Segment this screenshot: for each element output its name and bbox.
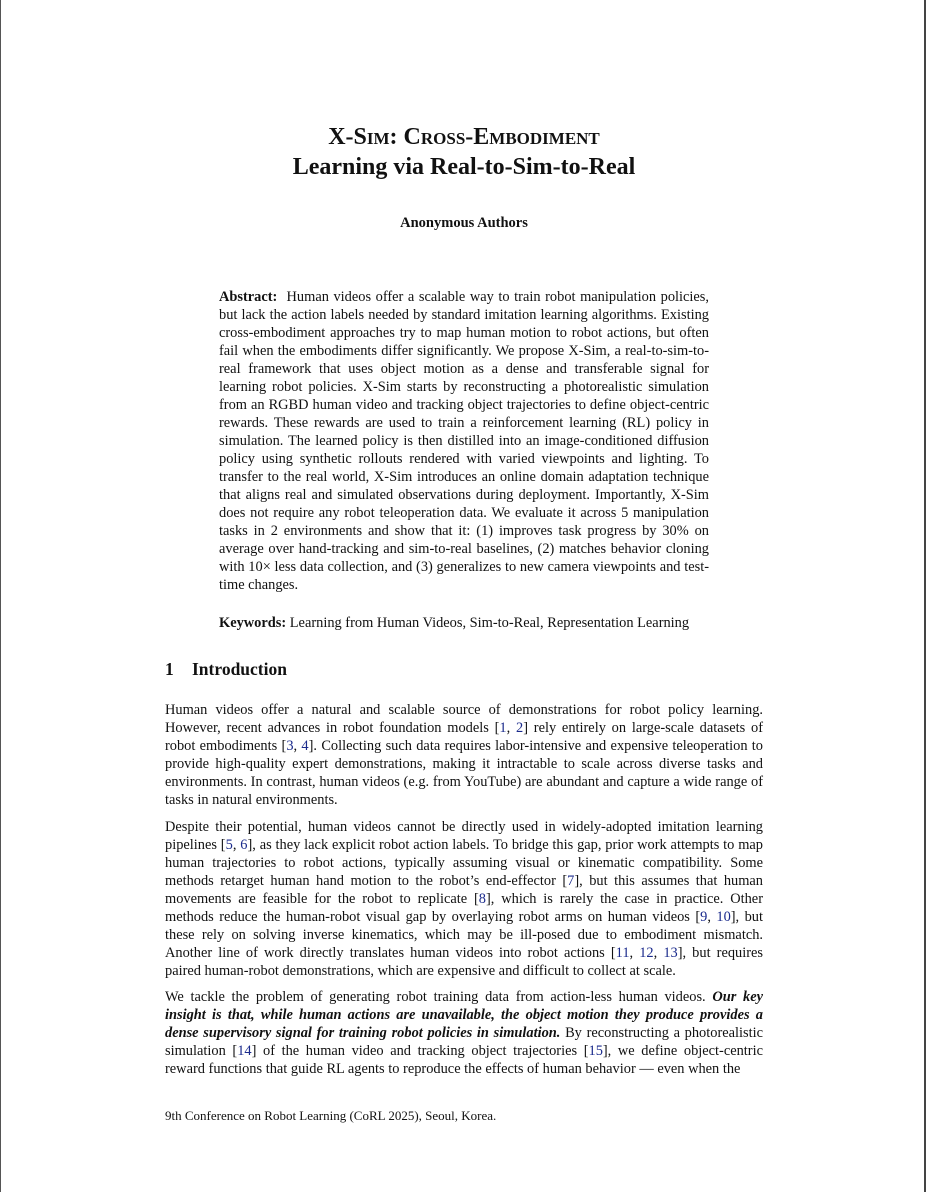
text-span: ], as they lack explicit robot action labels. To bridge this gap, prior work attempts to map human trajectories to robot actions, typically assuming visual or kinematic compatibility. Some methods retarget human hand motion to the robot’s end-effector [ [165,837,763,889]
citation-link[interactable]: 12 [639,945,654,961]
citation-link[interactable]: 4 [301,738,309,754]
citation-link[interactable]: 8 [478,891,486,907]
text-span: , [653,945,664,961]
text-span: ], but requires paired human-robot demonstrations, which are expensive and difficult to collect at scale. [165,945,764,979]
text-span: ] rely entirely on large-scale datasets of robot embodiments [ [165,720,764,754]
keywords [219,614,709,632]
text-span: ], but this assumes that human movements are feasible for the robot to replicate [ [165,873,763,907]
text-span: , [293,738,302,754]
text-span: , [629,945,640,961]
text-span: , [232,837,241,853]
section-number: 1 [165,659,174,679]
intro-paragraph-3 [165,988,763,1078]
section-heading [165,658,765,680]
citation-link[interactable]: 6 [240,837,248,853]
abstract [219,288,709,594]
keywords-label: Keywords: [219,615,287,631]
title-line-1: X-Sim: Cross-Embodiment [328,124,600,150]
citation-link[interactable]: 2 [516,720,524,736]
citation-link[interactable]: 11 [615,945,630,961]
text-span: ] of the human video and tracking object trajectories [ [251,1043,589,1059]
conference-footnote: 9th Conference on Robot Learning (CoRL 2025), Seoul, Korea. [165,1108,497,1123]
text-span: , [707,909,717,925]
text-span: ], we define object-centric reward functions that guide RL agents to reproduce the effects of human behavior — even when the [165,1043,763,1077]
abstract-label: Abstract: [219,289,278,305]
title-line-2: Learning via Real-to-Sim-to-Real [292,154,636,180]
text-span: We tackle the problem of generating robot training data from action-less human videos. [165,989,713,1005]
text-span: ], but these rely on solving inverse kinematics, which may be ill-posed due to embodiment mismatch. Another line of work directly translates human videos into robot actions [ [165,909,763,961]
text-span: ]. Collecting such data requires labor-intensive and expensive teleoperation to provide high-quality expert demonstrations, making it intractable to scale across diverse tasks and environments. In contrast, human videos (e.g. from YouTube) are abundant and capture a wide range of tasks in natural environments. [165,738,763,808]
abstract-text: Human videos offer a scalable way to train robot manipulation policies, but lack the action labels needed by standard imitation learning algorithms. Existing cross-embodiment approaches try to map human motion to robot actions, but often fail when the embodiments differ significantly. We propose X-Sim, a real-to-sim-to-real framework that uses object motion as a dense and transferable signal for learning robot policies. X-Sim starts by reconstructing a photorealistic simulation from an RGBD human video and tracking object trajectories to define object-centric rewards. These rewards are used to train a reinforcement learning (RL) policy in simulation. The learned policy is then distilled into an image-conditioned diffusion policy using synthetic rollouts rendered with varied viewpoints and lighting. To transfer to the real world, X-Sim introduces an online domain adaptation technique that aligns real and simulated observations during deployment. Importantly, X-Sim does not require any robot teleoperation data. We evaluate it across 5 manipulation tasks in 2 environments and show that it: (1) improves task progress by 30% on average over hand-tracking and sim-to-real baselines, (2) matches behavior cloning with 10× less data collection, and (3) generalizes to new camera viewpoints and test-time changes. [219,289,709,593]
intro-paragraph-2 [165,818,763,980]
keywords-text: Learning from Human Videos, Sim-to-Real, Representation Learning [289,615,690,631]
citation-link[interactable]: 13 [663,945,678,961]
citation-link[interactable]: 3 [286,738,294,754]
text-span: , [506,720,516,736]
text-span: Despite their potential, human videos cannot be directly used in widely-adopted imitation learning pipelines [ [165,819,763,853]
citation-link[interactable]: 9 [700,909,708,925]
section-title: Introduction [192,659,287,679]
text-span: By reconstructing a photorealistic simulation [ [165,1025,763,1059]
text-span: Human videos offer a natural and scalable source of demonstrations for robot policy learning. However, recent advances in robot foundation models [ [165,702,763,736]
key-insight: Our key insight is that, while human actions are unavailable, the object motion they produce provides a dense supervisory signal for training robot policies in simulation. [165,989,763,1041]
authors: Anonymous Authors [400,215,528,231]
citation-link[interactable]: 10 [716,909,731,925]
text-span: ], which is rarely the case in practice. Other methods reduce the human-robot visual gap by overlaying robot arms on human videos [ [165,891,763,925]
citation-link[interactable]: 7 [567,873,575,889]
paper-title [1,122,927,182]
citation-link[interactable]: 14 [237,1043,252,1059]
citation-link[interactable]: 1 [499,720,507,736]
intro-paragraph-1 [165,701,763,809]
citation-link[interactable]: 5 [225,837,233,853]
citation-link[interactable]: 15 [588,1043,603,1059]
